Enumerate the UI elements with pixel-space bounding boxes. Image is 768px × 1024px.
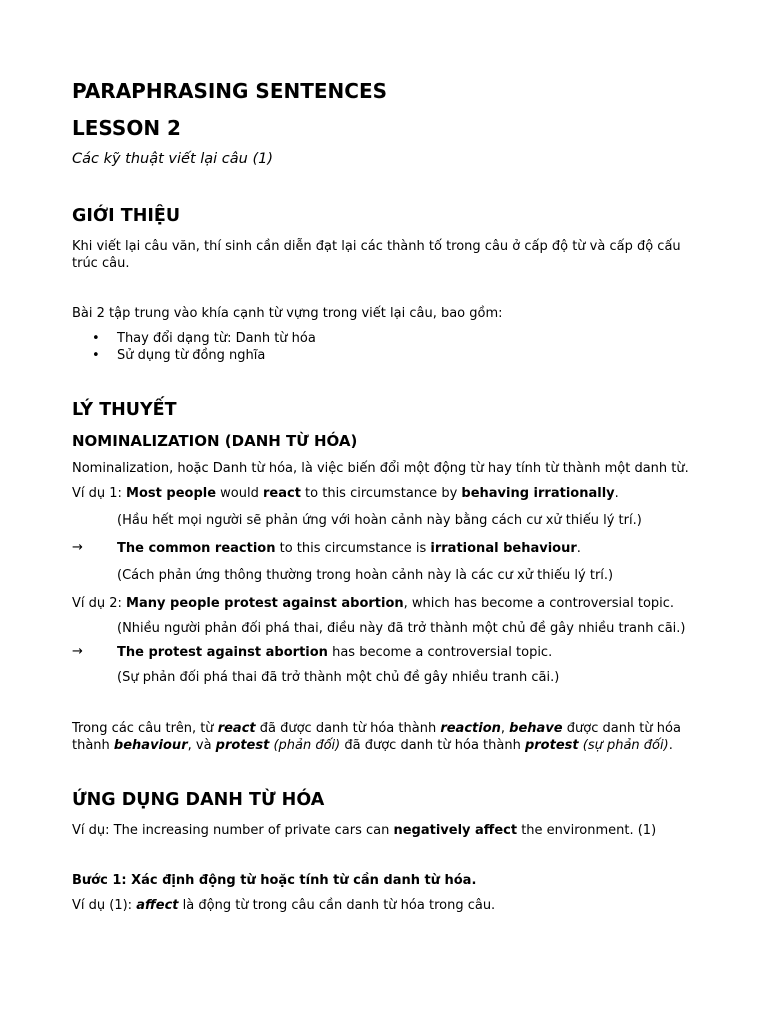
arrow-icon: → (72, 644, 83, 659)
plain-text: , which has become a controversial topic. (403, 596, 675, 611)
example-2-rewrite (117, 644, 552, 661)
plain-text: Trong các câu trên, từ (72, 721, 218, 736)
example-1-translation: (Hầu hết mọi người sẽ phản ứng với hoàn cảnh này bằng cách cư xử thiếu lý trí.) (117, 513, 642, 528)
page-title: PARAPHRASING SENTENCES (72, 79, 388, 103)
plain-text: Ví dụ (1): (72, 898, 137, 913)
list-item: • Sử dụng từ đồng nghĩa (72, 347, 316, 364)
bold-phrase: Many people protest against abortion (126, 596, 404, 611)
plain-text: to this circumstance is (275, 541, 431, 556)
bold-phrase: Most people (126, 486, 217, 501)
plain-text: . (614, 486, 619, 501)
bold-phrase: react (263, 486, 301, 501)
arrow-icon: → (72, 540, 83, 555)
italic-gloss: (phản đối) (273, 738, 341, 753)
bold-italic-word: behave (509, 721, 563, 736)
theory-heading: LÝ THUYẾT (72, 400, 177, 420)
step-1-heading: Bước 1: Xác định động từ hoặc tính từ cần danh từ hóa. (72, 873, 477, 888)
plain-text: . (668, 738, 673, 753)
example-1-prefix: Ví dụ 1: (72, 486, 127, 501)
plain-text: là động từ trong câu cần danh từ hóa trong câu. (178, 898, 496, 913)
plain-text: to this circumstance by (300, 486, 462, 501)
bold-italic-word: reaction (440, 721, 501, 736)
bold-phrase: irrational behaviour (430, 541, 577, 556)
intro-heading: GIỚI THIỆU (72, 206, 181, 226)
page-subtitle: Các kỹ thuật viết lại câu (1) (72, 151, 273, 167)
plain-text: . (576, 541, 581, 556)
application-heading: ỨNG DỤNG DANH TỪ HÓA (72, 790, 325, 810)
bold-phrase: The common reaction (117, 541, 276, 556)
plain-text: được danh từ hóa thành (72, 721, 681, 753)
bold-italic-word: affect (136, 898, 179, 913)
example-2-translation: (Nhiều người phản đối phá thai, điều này đã trở thành một chủ đề gây nhiều tranh cãi.) (117, 621, 686, 636)
intro-paragraph: Khi viết lại câu văn, thí sinh cần diễn đạt lại các thành tố trong câu ở cấp độ từ và cấp độ cấu trúc câu. (72, 239, 681, 271)
example-1-rewrite (117, 540, 581, 557)
example-2 (72, 595, 674, 612)
plain-text: , và (187, 738, 216, 753)
plain-text: Ví dụ: The increasing number of private cars can (72, 823, 394, 838)
plain-text: has become a controversial topic. (327, 645, 553, 660)
italic-gloss: (sự phản đối) (582, 738, 669, 753)
intro-bullet-list (72, 330, 316, 364)
step-1-example (72, 897, 495, 914)
intro-focus-paragraph: Bài 2 tập trung vào khía cạnh từ vựng trong viết lại câu, bao gồm: (72, 306, 503, 321)
plain-text: the environment. (1) (517, 823, 657, 838)
bold-italic-word: protest (215, 738, 270, 753)
plain-text: would (216, 486, 263, 501)
example-2-rewrite-translation: (Sự phản đối phá thai đã trở thành một chủ đề gây nhiều tranh cãi.) (117, 670, 560, 685)
summary-paragraph (72, 720, 702, 754)
example-2-prefix: Ví dụ 2: (72, 596, 127, 611)
bold-phrase: behaving irrationally (461, 486, 615, 501)
nominalization-heading: NOMINALIZATION (DANH TỪ HÓA) (72, 432, 358, 450)
bold-phrase: The protest against abortion (117, 645, 328, 660)
application-example (72, 822, 656, 839)
lesson-title: LESSON 2 (72, 116, 181, 140)
bold-phrase: negatively affect (393, 823, 518, 838)
plain-text: đã được danh từ hóa thành (340, 738, 525, 753)
plain-text: , (500, 721, 510, 736)
example-1 (72, 485, 619, 502)
nominalization-definition: Nominalization, hoặc Danh từ hóa, là việc biến đổi một động từ hay tính từ thành một danh từ. (72, 461, 689, 476)
bold-italic-word: react (217, 721, 256, 736)
bold-italic-word: protest (524, 738, 579, 753)
list-item: • Thay đổi dạng từ: Danh từ hóa (72, 330, 316, 347)
bold-italic-word: behaviour (113, 738, 188, 753)
plain-text: đã được danh từ hóa thành (255, 721, 441, 736)
example-1-rewrite-translation: (Cách phản ứng thông thường trong hoàn cảnh này là các cư xử thiếu lý trí.) (117, 568, 614, 583)
